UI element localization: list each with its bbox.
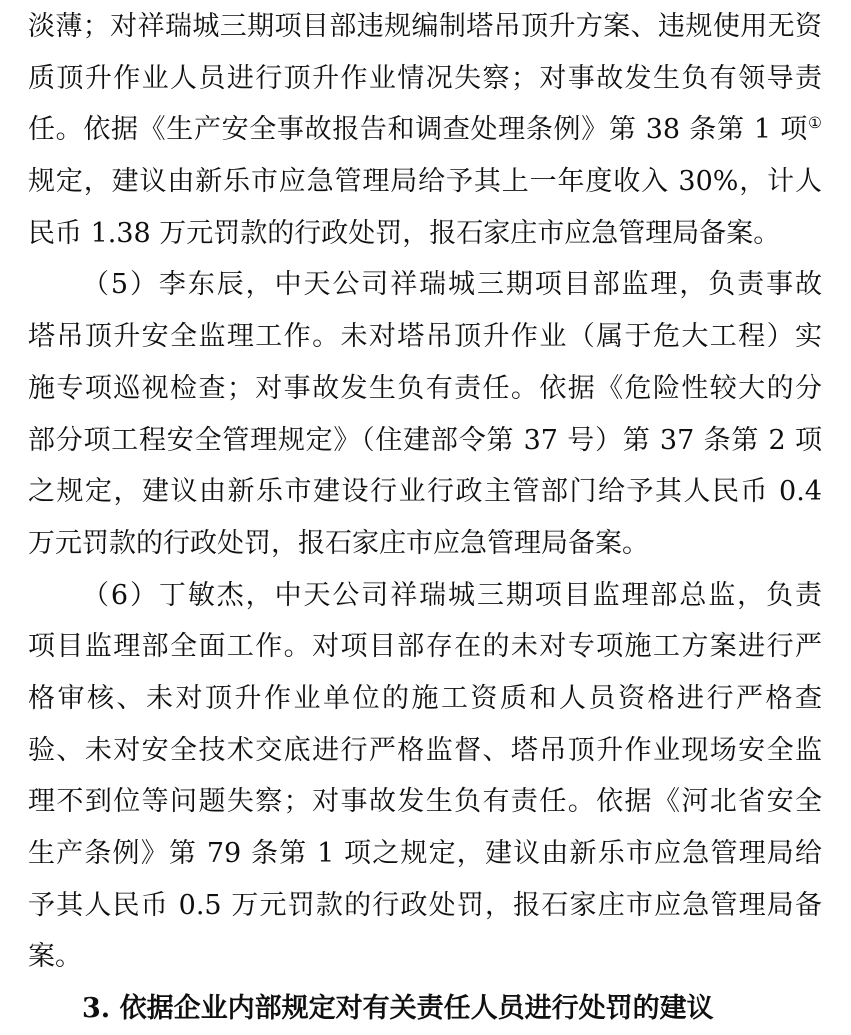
text-line: 质顶升作业人员进行顶升作业情况失察；对事故发生负有领导责 (28, 62, 822, 94)
document-body (28, 1, 822, 1035)
paragraph-person-6 (28, 570, 822, 984)
text-line: 民币 1.38 万元罚款的行政处罚，报石家庄市应急管理局备案。 (28, 217, 781, 249)
text-line: 格审核、未对顶升作业单位的施工资质和人员资格进行严格查 (28, 682, 822, 714)
text-line: 案。 (28, 941, 82, 973)
text-line: 予其人民币 0.5 万元罚款的行政处罚，报石家庄市应急管理局备 (28, 889, 822, 921)
text-line: （5）李东辰，中天公司祥瑞城三期项目部监理，负责事故 (82, 269, 822, 301)
text-line: 万元罚款的行政处罚，报石家庄市应急管理局备案。 (28, 527, 649, 559)
text-line: 之规定，建议由新乐市建设行业行政主管部门给予其人民币 0.4 (28, 476, 822, 508)
text-line: 任。依据《生产安全事故报告和调查处理条例》第 38 条第 1 项① (28, 113, 822, 146)
text-line: 生产条例》第 79 条第 1 项之规定，建议由新乐市应急管理局给 (28, 838, 822, 869)
text-line: 部分项工程安全管理规定》（住建部令第 37 号）第 37 条第 2 项 (28, 424, 822, 456)
section-heading-3 (28, 983, 822, 1035)
paragraph-continuation-person-4 (28, 1, 822, 259)
text-line: （6）丁敏杰，中天公司祥瑞城三期项目监理部总监，负责 (82, 579, 822, 611)
text-line: 规定，建议由新乐市应急管理局给予其上一年度收入 30%，计人 (28, 166, 822, 198)
text-line: 施专项巡视检查；对事故发生负有责任。依据《危险性较大的分 (28, 372, 822, 404)
footnote-reference-1: ① (807, 113, 822, 133)
text-line: 淡薄；对祥瑞城三期项目部违规编制塔吊顶升方案、违规使用无资 (28, 11, 822, 42)
paragraph-person-5 (28, 259, 822, 569)
text-line: 塔吊顶升安全监理工作。未对塔吊顶升作业（属于危大工程）实 (28, 321, 822, 353)
text-line: 项目监理部全面工作。对项目部存在的未对专项施工方案进行严 (28, 631, 822, 663)
text-line: 验、未对安全技术交底进行严格监督、塔吊顶升作业现场安全监 (28, 734, 822, 766)
text-line: 理不到位等问题失察；对事故发生负有责任。依据《河北省安全 (28, 786, 822, 818)
text-line: 3. 依据企业内部规定对有关责任人员进行处罚的建议 (82, 993, 714, 1025)
